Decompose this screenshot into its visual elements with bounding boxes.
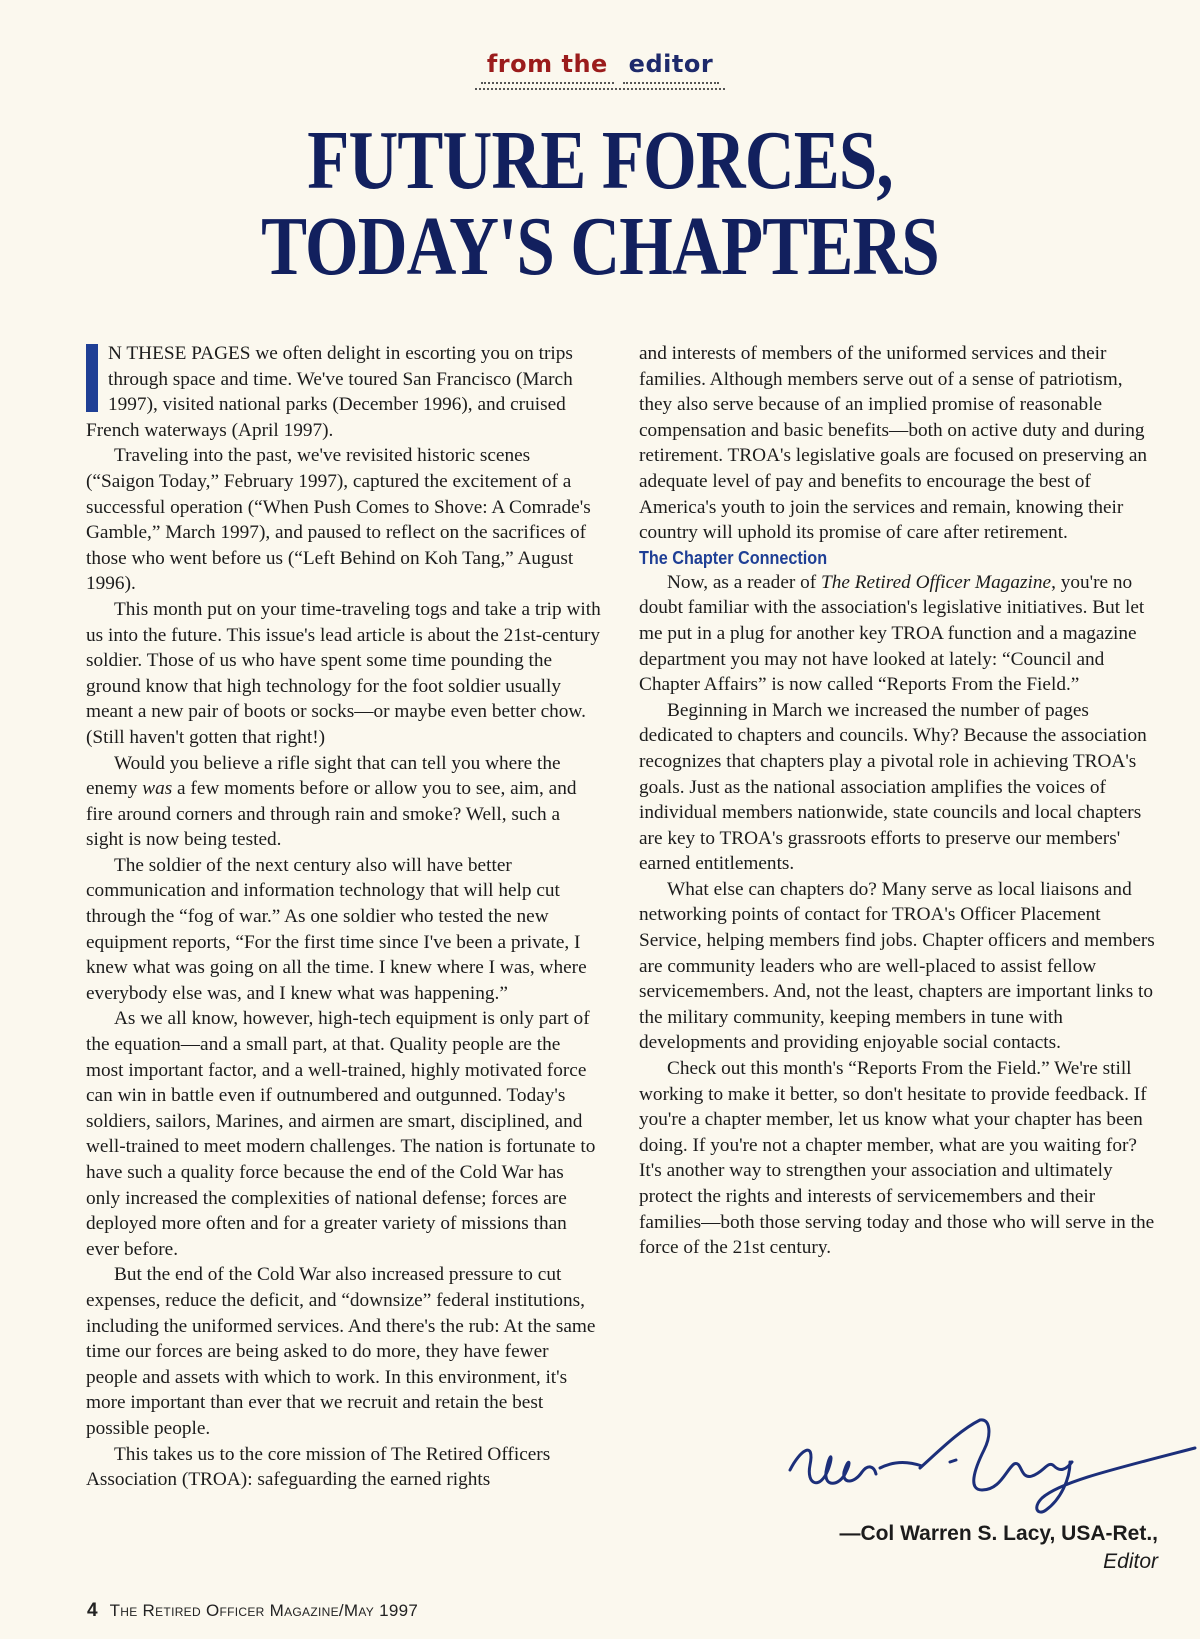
kicker-text: [475, 50, 725, 90]
paragraph-text: , you're no doubt familiar with the association's legislative initiatives. But let me put in a plug for another key TROA function and a magazine department you may not have looked at lately: “Council and Chapter Affairs” is now called “Reports From the Field.”: [639, 571, 1145, 696]
page-footer: [87, 1600, 418, 1622]
page-number: 4: [87, 1600, 98, 1621]
paragraph-text: Now, as a reader of: [667, 571, 821, 593]
paragraph: Beginning in March we increased the number of pages dedicated to chapters and councils. Why? Because the association recognizes that chapters play a pivotal role in achieving TROA's goals. Just as the national association amplifies the voices of individual members nationwide, state councils and local chapters are key to TROA's grassroots efforts to preserve our members' earned entitlements.: [639, 699, 1147, 875]
editor-name: —Col Warren S. Lacy, USA-Ret.,: [839, 1522, 1158, 1545]
left-column: [86, 341, 602, 1493]
paragraph: [639, 570, 1156, 698]
kicker-editor: editor: [623, 50, 719, 84]
paragraph: This takes us to the core mission of The Retired Officers Association (TROA): safeguarding the earned rights: [86, 1443, 551, 1491]
paragraph: Traveling into the past, we've revisited historic scenes (“Saigon Today,” February 1997), captured the excitement of a successful operation (“When Push Comes to Shove: A Comrade's Gamble,” March 1997), and paused to reflect on the sacrifices of those who went before us (“Left Behind on Koh Tang,” August 1996).: [86, 445, 591, 595]
paragraph: This month put on your time-traveling togs and take a trip with us into the future. This issue's lead article is about the 21st-century soldier. Those of us who have spent some time pounding the ground know that high technology for the foot soldier usually meant a new pair of boots or socks—or maybe even better chow. (Still haven't gotten that right!): [86, 598, 601, 748]
paragraph: What else can chapters do? Many serve as local liaisons and networking points of contact for TROA's Officer Placement Service, helping members find jobs. Chapter officers and members are community leaders who are well-placed to assist fellow servicemembers. And, not the least, chapters are important links to the military community, keeping members in tune with developments and providing enjoyable social contacts.: [639, 878, 1155, 1054]
paragraph: [86, 341, 602, 443]
kicker-from-the: from the: [481, 50, 614, 84]
section-subhead: The Chapter Connection: [639, 547, 828, 568]
handwritten-signature: [770, 1410, 1200, 1520]
editor-signoff: [839, 1520, 1158, 1576]
section-kicker: [0, 50, 1200, 90]
paragraph: As we all know, however, high-tech equipment is only part of the equation—and a small part, at that. Quality people are the most important factor, and a well-trained, highly motivated force can win in battle even if outnumbered and outgunned. Today's soldiers, sailors, Marines, and airmen are smart, disciplined, and well-trained to meet modern challenges. The nation is fortunate to have such a quality force because the end of the Cold War has only increased the complexities of national defense; forces are deployed more often and for a greater variety of missions than ever before.: [86, 1008, 596, 1260]
emphasis: was: [142, 778, 173, 800]
magazine-title: The Retired Officer Magazine: [821, 571, 1052, 593]
headline-line-2: TODAY'S CHAPTERS: [261, 200, 939, 293]
publication-line: The Retired Officer Magazine/May 1997: [109, 1601, 419, 1620]
paragraph: But the end of the Cold War also increased pressure to cut expenses, reduce the deficit, and “downsize” federal institutions, including the uniformed services. And there's the rub: At the same time our forces are being asked to do more, they have fewer people and assets with which to work. In this environment, it's more important than ever that we recruit and retain the best possible people.: [86, 1264, 596, 1439]
editor-role: Editor: [1103, 1550, 1158, 1573]
paragraph: [86, 751, 602, 853]
paragraph: and interests of members of the uniformed services and their families. Although members serve out of a sense of patriotism, they also serve because of an implied promise of reasonable compensation and basic benefits—both on active duty and during retirement. TROA's legislative goals are focused on preserving an adequate level of pay and benefits to encourage the best of America's youth to join the services and remain, knowing their country will uphold its promise of care after retirement.: [639, 343, 1148, 544]
article-headline: [108, 114, 1092, 293]
paragraph-text: a few moments before or allow you to see, aim, and fire around corners and through rain and smoke? Well, such a sight is now being tested.: [86, 778, 577, 851]
paragraph: The soldier of the next century also will have better communication and information technology that will help cut through the “fog of war.” As one soldier who tested the new equipment reports, “For the first time since I've been a private, I knew what was going on all the time. I knew where I was, where everybody else was, and I knew what was happening.”: [86, 854, 587, 1004]
right-column: [639, 341, 1156, 1261]
paragraph-text: N THESE PAGES we often delight in escorting you on trips through space and time. We've toured San Francisco (March 1997), visited national parks (December 1996), and cruised French waterways (April 1997).: [86, 343, 573, 441]
paragraph: Check out this month's “Reports From the Field.” We're still working to make it better, so don't hesitate to provide feedback. If you're a chapter member, let us know what your chapter has been doing. If you're not a chapter member, what are you waiting for? It's another way to strengthen your association and ultimately protect the rights and interests of servicemembers and their families—both those serving today and those who will serve in the force of the 21st century.: [639, 1058, 1155, 1259]
headline-line-1: FUTURE FORCES,: [307, 114, 893, 207]
dropcap-bar: [86, 344, 98, 412]
paragraph-text: Would you believe a rifle sight that can tell you where the enemy: [86, 752, 561, 800]
